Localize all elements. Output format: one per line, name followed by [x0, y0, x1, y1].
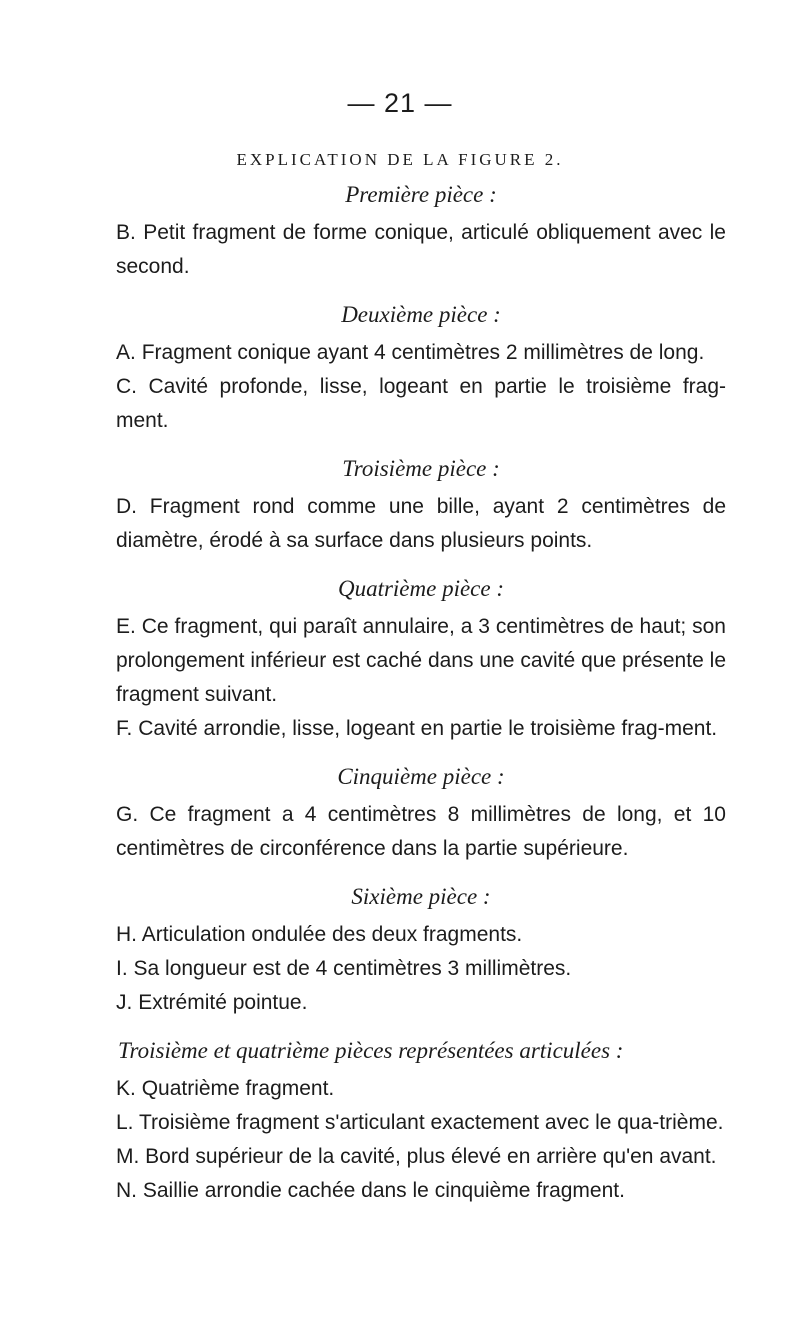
entry-e	[116, 610, 726, 712]
entry-b	[116, 216, 726, 284]
entry-text: Ce fragment a 4 centimètres 8 millimètres de long, et 10 centimètres de circonférence dans la partie supérieure.	[116, 803, 726, 860]
section-deuxieme-piece	[116, 298, 726, 438]
entry-letter: H.	[116, 923, 137, 946]
entry-letter: G.	[116, 803, 139, 826]
entry-letter: A.	[116, 341, 136, 364]
section-heading: Première pièce :	[345, 182, 497, 207]
section-heading: Troisième pièce :	[342, 456, 500, 481]
entry-letter: D.	[116, 495, 137, 518]
entry-l	[116, 1106, 726, 1140]
section-premiere-piece	[116, 178, 726, 284]
entry-g	[116, 798, 726, 866]
section-heading: Cinquième pièce :	[337, 764, 505, 789]
section-cinquieme-piece	[116, 760, 726, 866]
section-heading: Sixième pièce :	[351, 884, 491, 909]
entry-j	[116, 986, 726, 1020]
entry-text: Sa longueur est de 4 centimètres 3 millimètres.	[133, 957, 572, 980]
entry-text: Fragment conique ayant 4 centimètres 2 millimètres de long.	[141, 341, 705, 364]
entry-text: Cavité profonde, lisse, logeant en partie le troisième frag-ment.	[116, 375, 727, 432]
section-heading: Quatrième pièce :	[337, 576, 505, 601]
entry-text: Extrémité pointue.	[138, 991, 308, 1014]
entry-letter: F.	[116, 717, 133, 740]
entry-letter: I.	[116, 957, 128, 980]
page-number: — 21 —	[347, 88, 453, 118]
section-sixieme-piece	[116, 880, 726, 1020]
section-heading: Deuxième pièce :	[341, 302, 501, 327]
entry-text: Fragment rond comme une bille, ayant 2 centimètres de diamètre, érodé à sa surface dans plusieurs points.	[116, 495, 726, 552]
entry-c	[116, 370, 726, 438]
entry-d	[116, 490, 726, 558]
entry-text: Troisième fragment s'articulant exactement avec le qua-trième.	[138, 1111, 724, 1134]
entry-letter: J.	[116, 991, 133, 1014]
entry-n	[116, 1174, 726, 1208]
entry-letter: L.	[116, 1111, 134, 1134]
entry-letter: B.	[116, 221, 136, 244]
section-troisieme-piece	[116, 452, 726, 558]
entry-text: Petit fragment de forme conique, articulé obliquement avec le second.	[116, 221, 726, 278]
entry-text: Articulation ondulée des deux fragments.	[141, 923, 523, 946]
entry-letter: M.	[116, 1145, 140, 1168]
entry-letter: N.	[116, 1179, 137, 1202]
entry-a	[116, 336, 726, 370]
entry-letter: E.	[116, 615, 136, 638]
entry-m	[116, 1140, 726, 1174]
entry-text: Ce fragment, qui paraît annulaire, a 3 centimètres de haut; son prolongement inférieur est caché dans une cavité que présente le fragment suivant.	[116, 615, 726, 706]
section-heading: Troisième et quatrième pièces représentées articulées :	[118, 1038, 624, 1063]
entry-letter: C.	[116, 375, 137, 398]
section-pieces-articulees	[116, 1034, 726, 1208]
entry-text: Cavité arrondie, lisse, logeant en partie le troisième frag-ment.	[138, 717, 718, 740]
entry-i	[116, 952, 726, 986]
entry-h	[116, 918, 726, 952]
entry-f	[116, 712, 726, 746]
entry-text: Saillie arrondie cachée dans le cinquième fragment.	[142, 1179, 625, 1202]
entry-letter: K.	[116, 1077, 136, 1100]
section-quatrieme-piece	[116, 572, 726, 746]
figure-title: EXPLICATION DE LA FIGURE 2.	[236, 150, 564, 169]
entry-text: Quatrième fragment.	[141, 1077, 335, 1100]
figure-explanation	[116, 178, 726, 1208]
entry-text: Bord supérieur de la cavité, plus élevé en arrière qu'en avant.	[145, 1145, 717, 1168]
entry-k	[116, 1072, 726, 1106]
